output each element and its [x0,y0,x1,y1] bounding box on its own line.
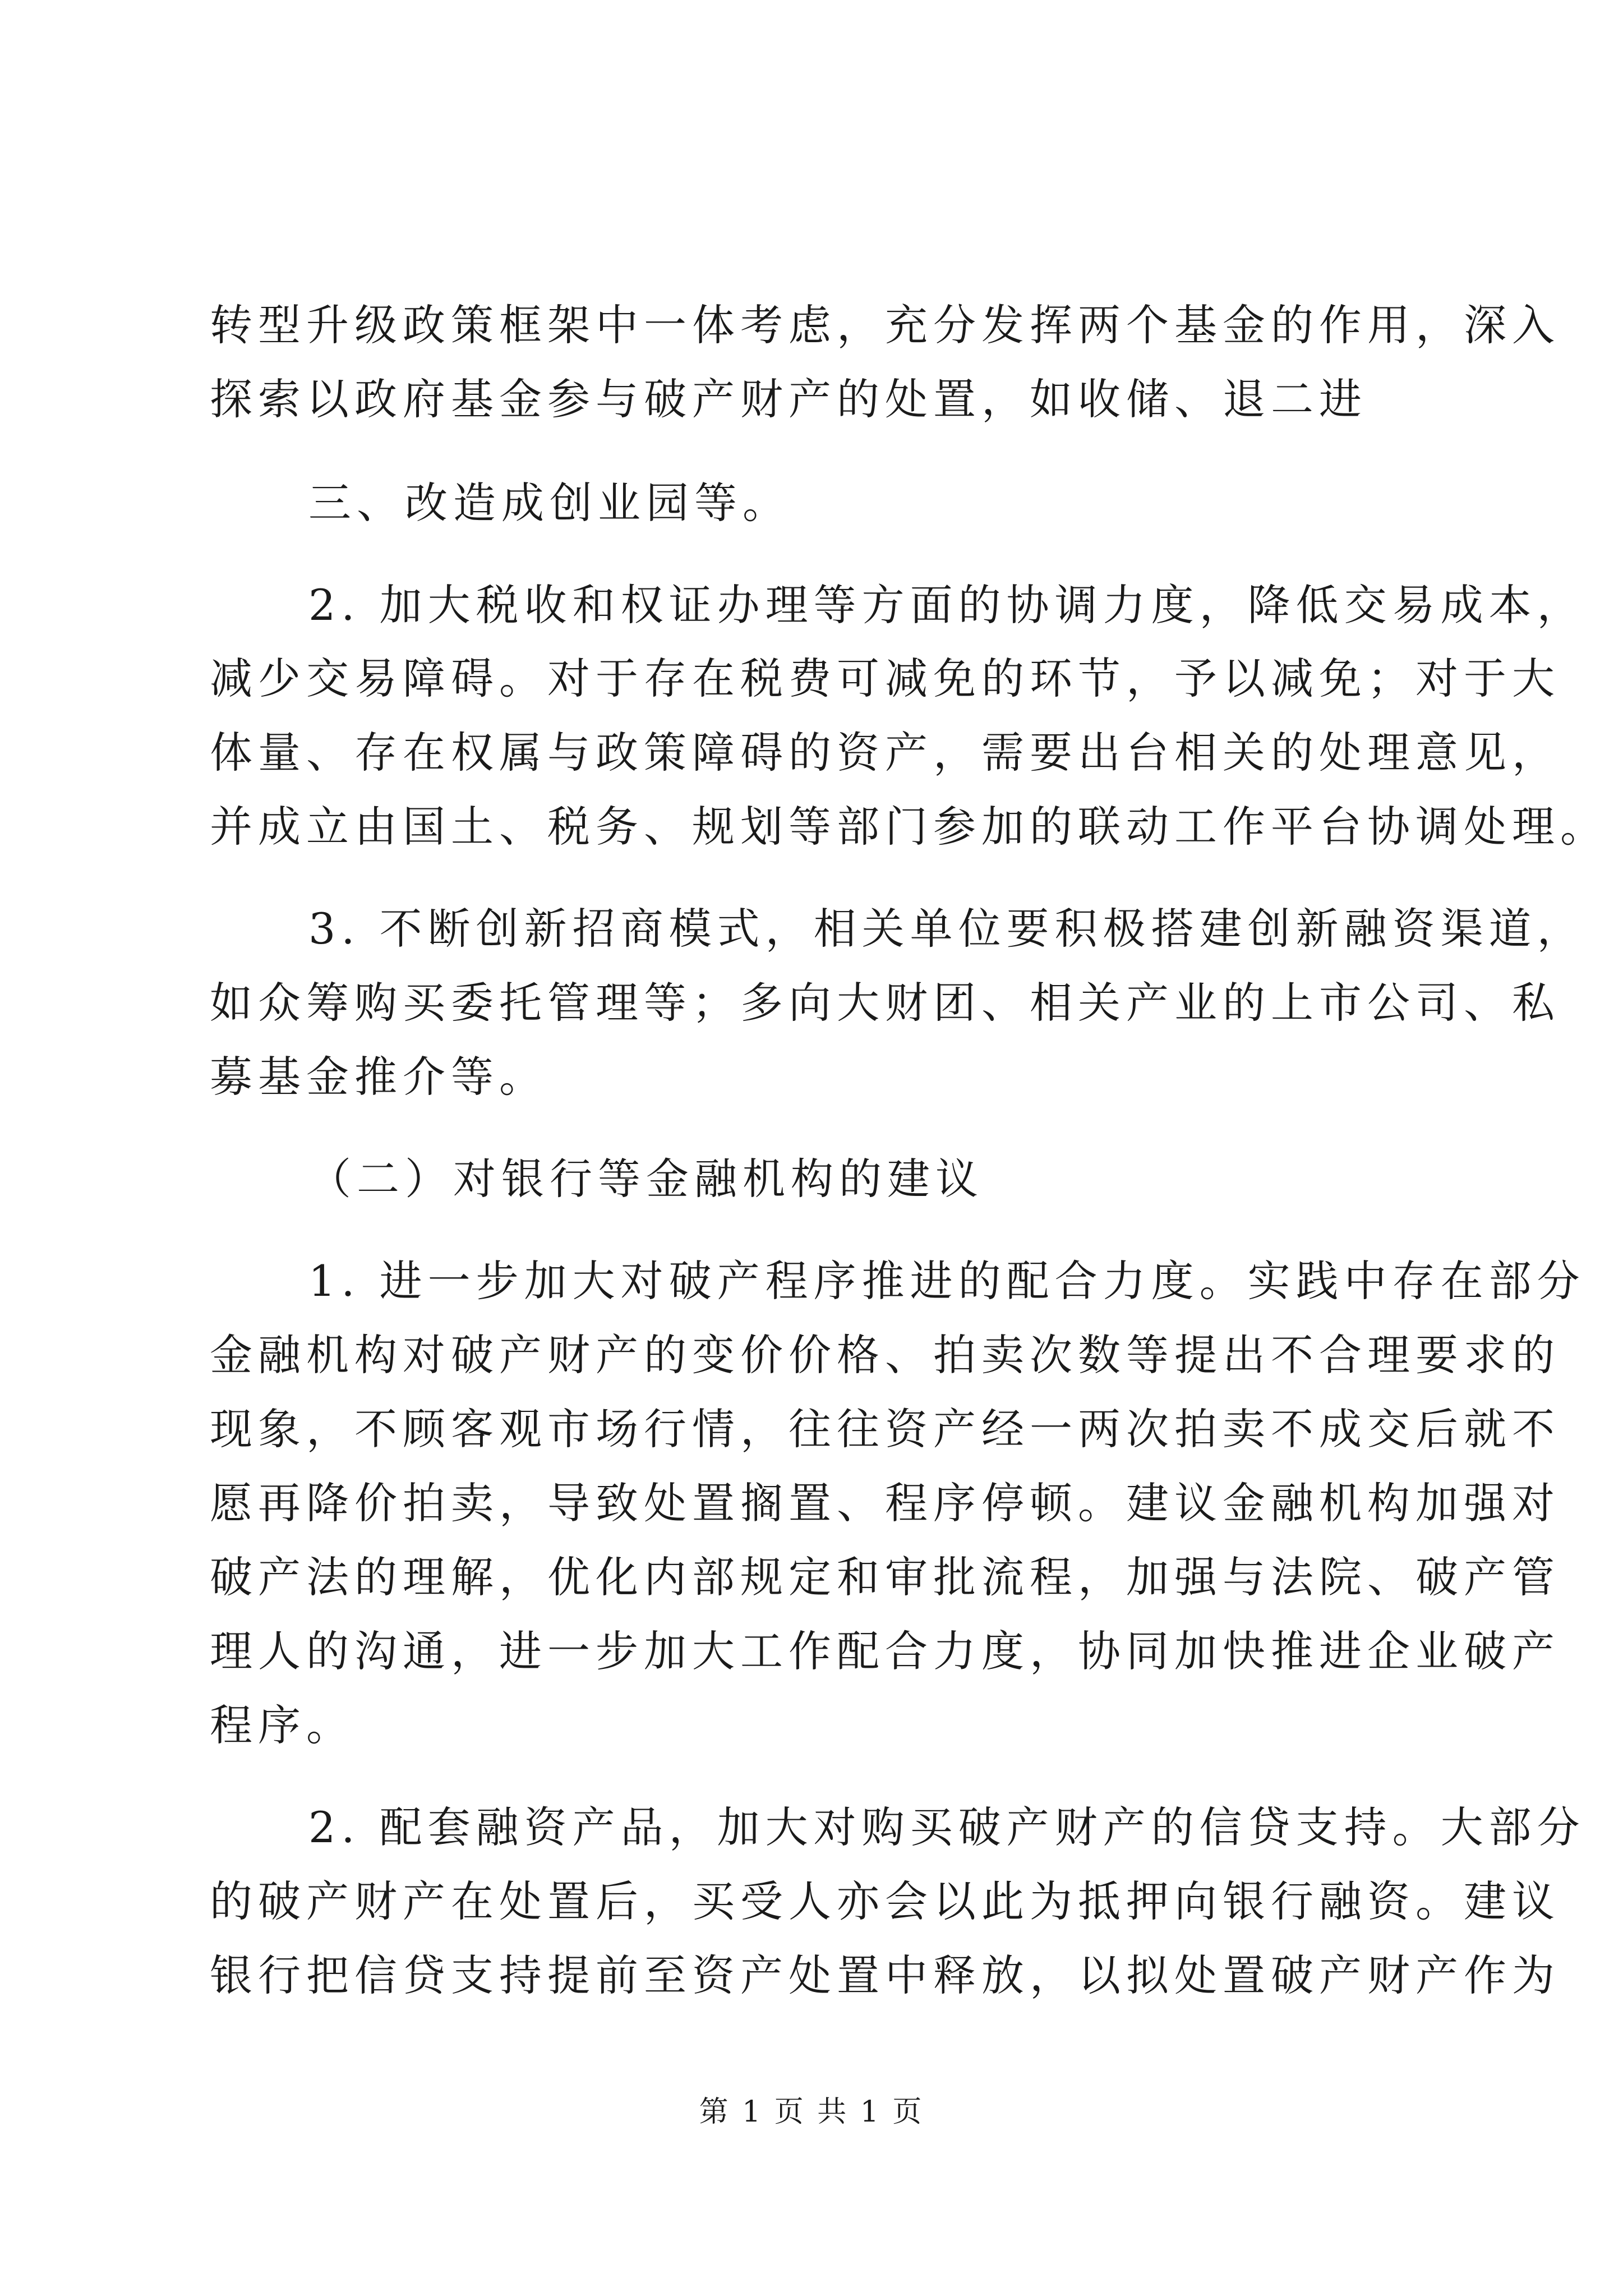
text-line: 2. 配套融资产品，加大对购买破产财产的信贷支持。大部分 [308,1802,1585,1852]
text-line: 银行把信贷支持提前至资产处置中释放，以拟处置破产财产作为 [210,1950,1560,2000]
text-line: 体量、存在权属与政策障碍的资产，需要出台相关的处理意见， [210,728,1560,777]
text-line: 募基金推介等。 [210,1052,547,1102]
text-line: 探索以政府基金参与破产财产的处置，如收储、退二进 [210,374,1367,424]
text-line: 程序。 [210,1700,354,1750]
text-line: 2. 加大税收和权证办理等方面的协调力度，降低交易成本， [308,580,1585,630]
text-line: 金融机构对破产财产的变价价格、拍卖次数等提出不合理要求的 [210,1330,1560,1380]
text-line: 减少交易障碍。对于存在税费可减免的环节，予以减免；对于大 [210,654,1560,703]
text-line: 的破产财产在处置后，买受人亦会以此为抵押向银行融资。建议 [210,1876,1560,1926]
text-line: 并成立由国土、税务、规划等部门参加的联动工作平台协调处理。 [210,802,1608,852]
text-line: 理人的沟通，进一步加大工作配合力度，协同加快推进企业破产 [210,1626,1560,1676]
text-line: 三、改造成创业园等。 [308,478,791,528]
text-line: 现象，不顾客观市场行情，往往资产经一两次拍卖不成交后就不 [210,1404,1560,1454]
text-line: 破产法的理解，优化内部规定和审批流程，加强与法院、破产管 [210,1552,1560,1602]
text-line: 转型升级政策框架中一体考虑，充分发挥两个基金的作用，深入 [210,300,1560,350]
text-line: 愿再降价拍卖，导致处置搁置、程序停顿。建议金融机构加强对 [210,1478,1560,1528]
text-line: 3. 不断创新招商模式，相关单位要积极搭建创新融资渠道， [308,904,1585,954]
text-line: 1. 进一步加大对破产程序推进的配合力度。实践中存在部分 [308,1256,1585,1306]
section-heading: （二）对银行等金融机构的建议 [308,1154,984,1204]
page-number-footer: 第 1 页 共 1 页 [699,2095,924,2129]
text-line: 如众筹购买委托管理等；多向大财团、相关产业的上市公司、私 [210,978,1560,1028]
